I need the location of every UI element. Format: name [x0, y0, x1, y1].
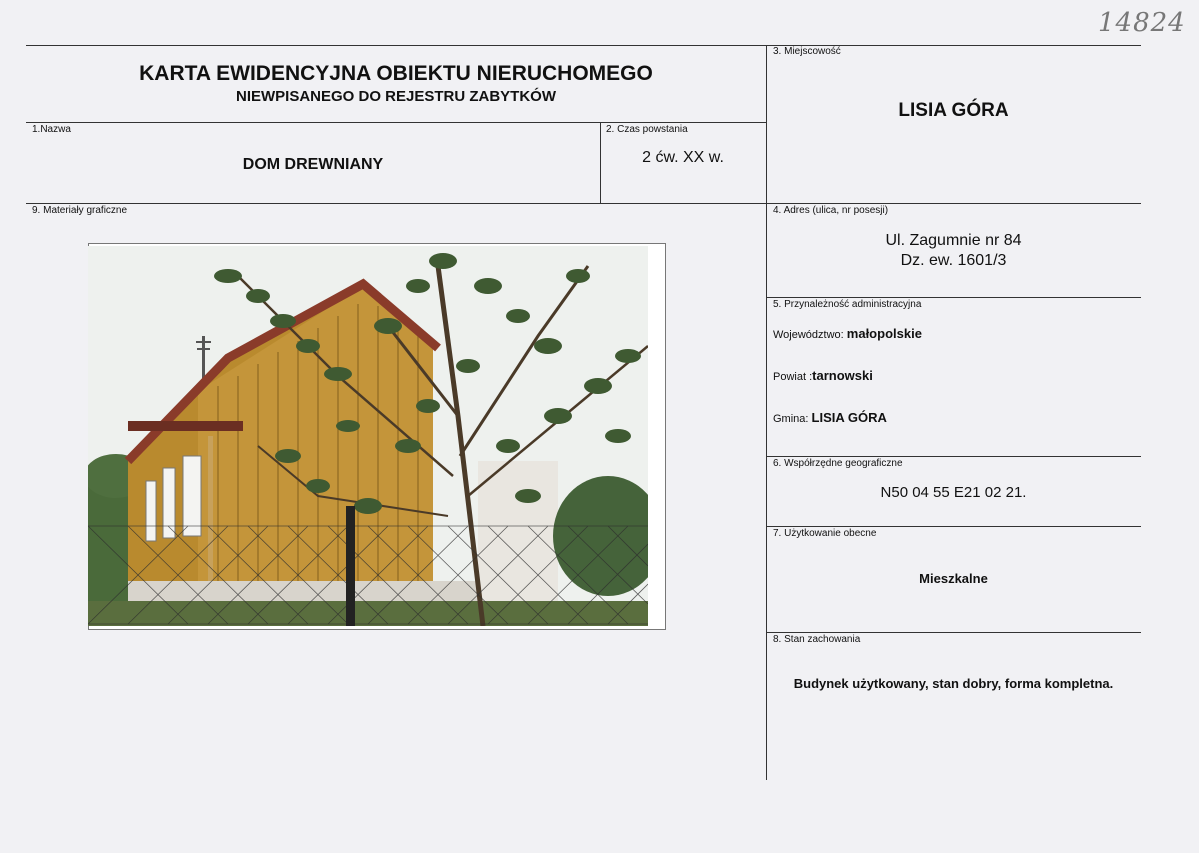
- address-label: 4. Adres (ulica, nr posesji): [773, 205, 889, 216]
- county-label: Powiat :: [773, 371, 813, 383]
- voivodeship-row: [773, 326, 922, 341]
- commune-row: [773, 410, 887, 425]
- address-line1: Ul. Zagumnie nr 84: [885, 232, 1022, 249]
- condition-rule: [766, 632, 1141, 633]
- top-rule: [26, 45, 1141, 46]
- voivodeship-value: małopolskie: [846, 326, 922, 341]
- graphics-label: 9. Materiały graficzne: [32, 205, 128, 216]
- usage-value: Mieszkalne: [919, 571, 988, 586]
- name-value: DOM DREWNIANY: [242, 156, 384, 173]
- period-label: 2. Czas powstania: [606, 124, 688, 135]
- county-value: tarnowski: [812, 368, 873, 383]
- usage-rule: [766, 526, 1141, 527]
- commune-label: Gmina:: [773, 413, 809, 425]
- locality-value: LISIA GÓRA: [898, 100, 1009, 121]
- house-photo: [88, 246, 648, 626]
- main-divider: [766, 45, 767, 780]
- usage-label: 7. Użytkowanie obecne: [773, 528, 877, 539]
- locality-label: 3. Miejscowość: [773, 46, 841, 57]
- condition-label: 8. Stan zachowania: [773, 634, 861, 645]
- coords-rule: [766, 456, 1141, 457]
- admin-rule: [766, 297, 1141, 298]
- period-value: 2 ćw. XX w.: [642, 149, 724, 166]
- name-label: 1.Nazwa: [32, 124, 71, 135]
- handwritten-number: 14824: [1098, 8, 1186, 38]
- address-line2: Dz. ew. 1601/3: [900, 252, 1007, 269]
- admin-label: 5. Przynależność administracyjna: [773, 299, 922, 310]
- card-subtitle: NIEWPISANEGO DO REJESTRU ZABYTKÓW: [235, 88, 557, 105]
- coords-label: 6. Współrzędne geograficzne: [773, 458, 903, 469]
- name-row-rule: [26, 122, 766, 123]
- commune-value: LISIA GÓRA: [811, 410, 887, 425]
- county-row: [773, 368, 873, 383]
- card-title: KARTA EWIDENCYJNA OBIEKTU NIERUCHOMEGO: [139, 62, 653, 85]
- coords-value: N50 04 55 E21 02 21.: [880, 484, 1027, 501]
- graphics-row-rule: [26, 203, 1141, 204]
- condition-value: Budynek użytkowany, stan dobry, forma kompletna.: [793, 676, 1114, 691]
- voivodeship-label: Województwo:: [773, 329, 844, 341]
